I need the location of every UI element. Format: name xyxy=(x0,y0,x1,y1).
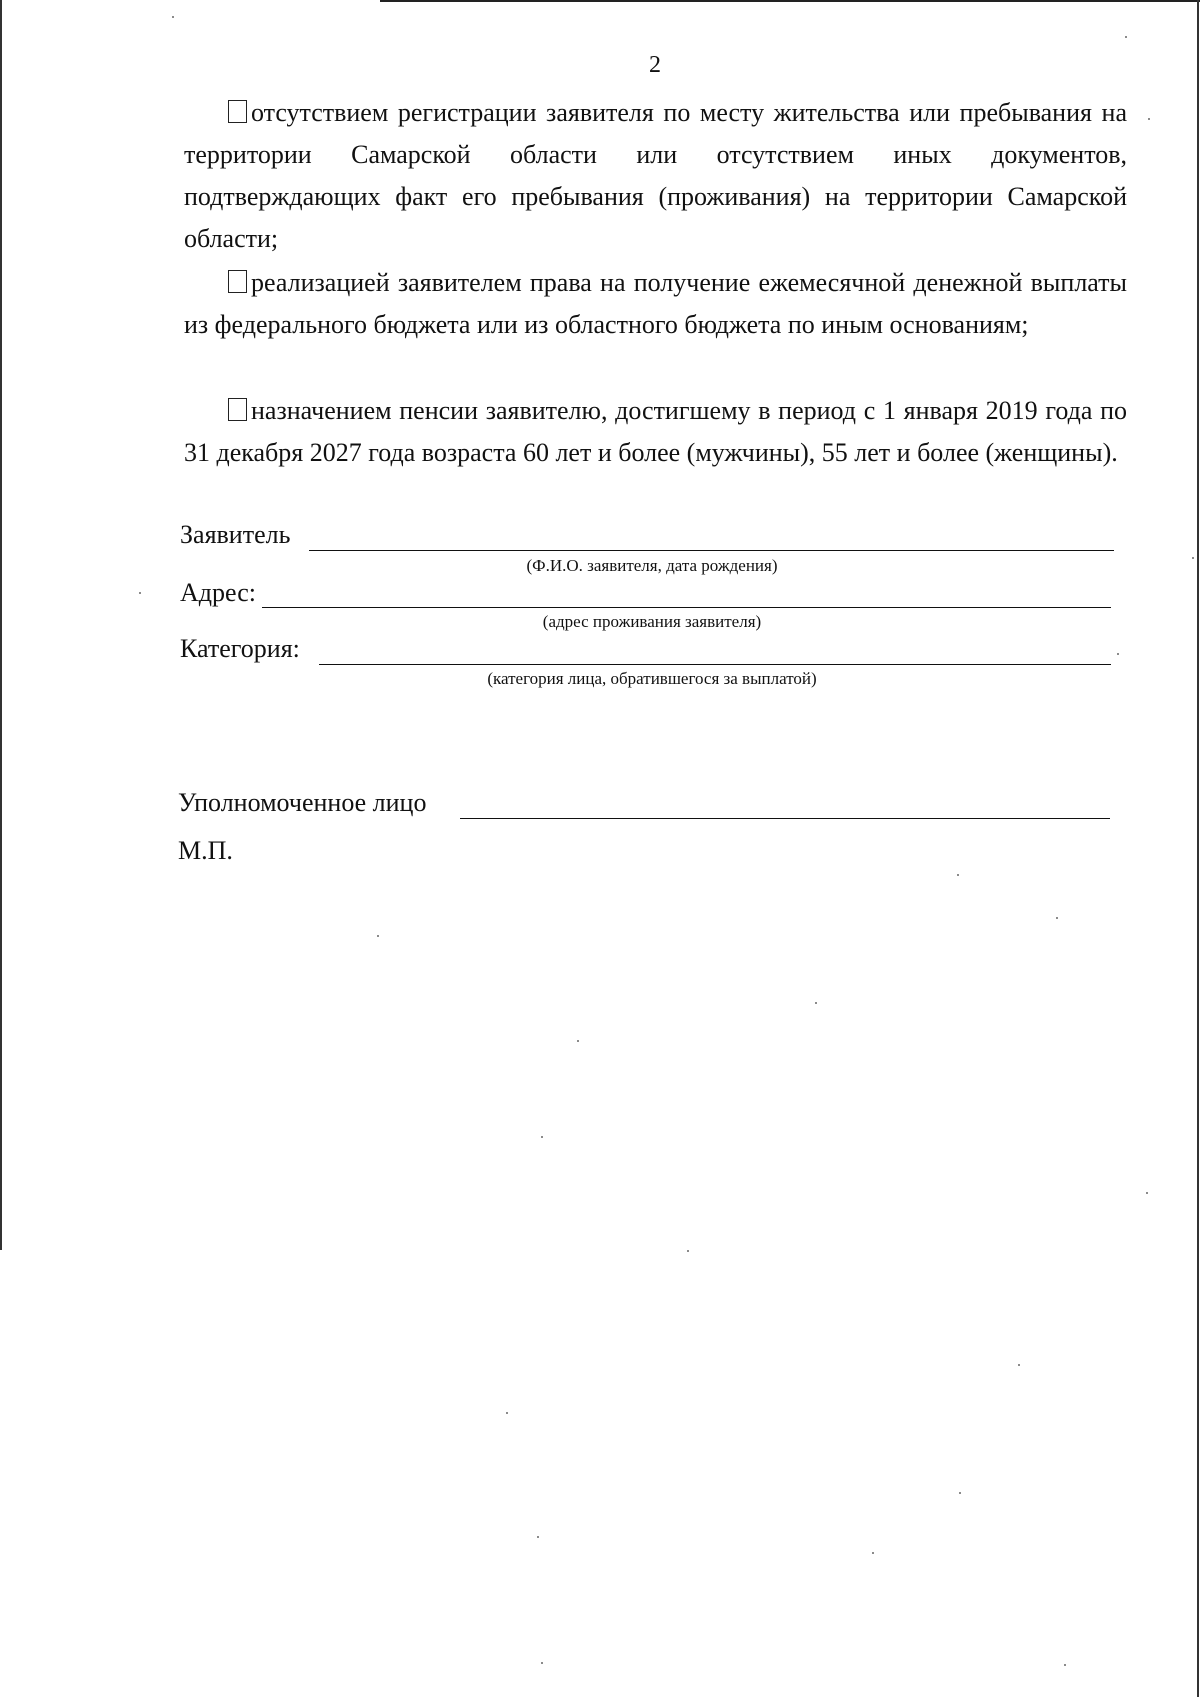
checkbox-3[interactable] xyxy=(228,398,247,421)
scan-speck xyxy=(139,592,141,594)
scan-edge-left xyxy=(0,0,2,1250)
scan-speck xyxy=(577,1040,579,1042)
condition-text-3: назначением пенсии заявителю, достигшему в период с 1 января 2019 года по 31 декабря 2027 года возраста 60 лет и более (мужчины), 55 лет и более (женщины). xyxy=(184,396,1127,467)
address-label: Адрес: xyxy=(180,578,256,607)
checkbox-1[interactable] xyxy=(228,100,247,123)
scan-speck xyxy=(541,1662,543,1664)
condition-paragraph-1 xyxy=(184,92,1127,260)
condition-text-2: реализацией заявителем права на получение ежемесячной денежной выплаты из федерального бюджета или из областного бюджета по иным основаниям; xyxy=(184,268,1127,339)
scan-speck xyxy=(377,935,379,937)
category-caption: (категория лица, обратившегося за выплатой) xyxy=(487,669,817,688)
category-field-line[interactable] xyxy=(319,664,1111,665)
scan-speck xyxy=(537,1536,539,1538)
scan-speck xyxy=(506,1412,508,1414)
checkbox-2[interactable] xyxy=(228,270,247,293)
scan-speck xyxy=(687,1250,689,1252)
condition-text-1: отсутствием регистрации заявителя по месту жительства или пребывания на территории Самарской области или отсутствием иных документов, подтверждающих факт его пребывания (проживания) на территории Самарской области; xyxy=(184,98,1127,253)
scan-speck xyxy=(1056,917,1058,919)
stamp-label: М.П. xyxy=(178,836,233,865)
scan-edge-right xyxy=(1197,0,1199,1697)
authorized-person-label: Уполномоченное лицо xyxy=(178,788,427,817)
scan-speck xyxy=(172,16,174,18)
condition-paragraph-2 xyxy=(184,262,1127,346)
scan-speck xyxy=(872,1552,874,1554)
condition-paragraph-3 xyxy=(184,390,1127,474)
scan-speck xyxy=(1018,1364,1020,1366)
scan-speck xyxy=(1148,118,1150,120)
scan-speck xyxy=(959,1492,961,1494)
scan-speck xyxy=(1146,1192,1148,1194)
applicant-label: Заявитель xyxy=(180,520,291,549)
applicant-caption: (Ф.И.О. заявителя, дата рождения) xyxy=(526,556,778,575)
scan-speck xyxy=(541,1136,543,1138)
scan-speck xyxy=(1192,557,1194,559)
scan-speck xyxy=(1117,653,1119,655)
scan-speck xyxy=(1064,1664,1066,1666)
address-caption: (адрес проживания заявителя) xyxy=(542,612,762,631)
scan-edge-top xyxy=(380,0,1200,2)
scan-speck xyxy=(815,1002,817,1004)
signature-line[interactable] xyxy=(460,818,1110,819)
category-label: Категория: xyxy=(180,634,300,663)
scan-speck xyxy=(1125,36,1127,38)
address-field-line[interactable] xyxy=(262,607,1111,608)
scan-speck xyxy=(957,874,959,876)
applicant-field-line[interactable] xyxy=(309,550,1114,551)
page-number: 2 xyxy=(649,52,661,78)
